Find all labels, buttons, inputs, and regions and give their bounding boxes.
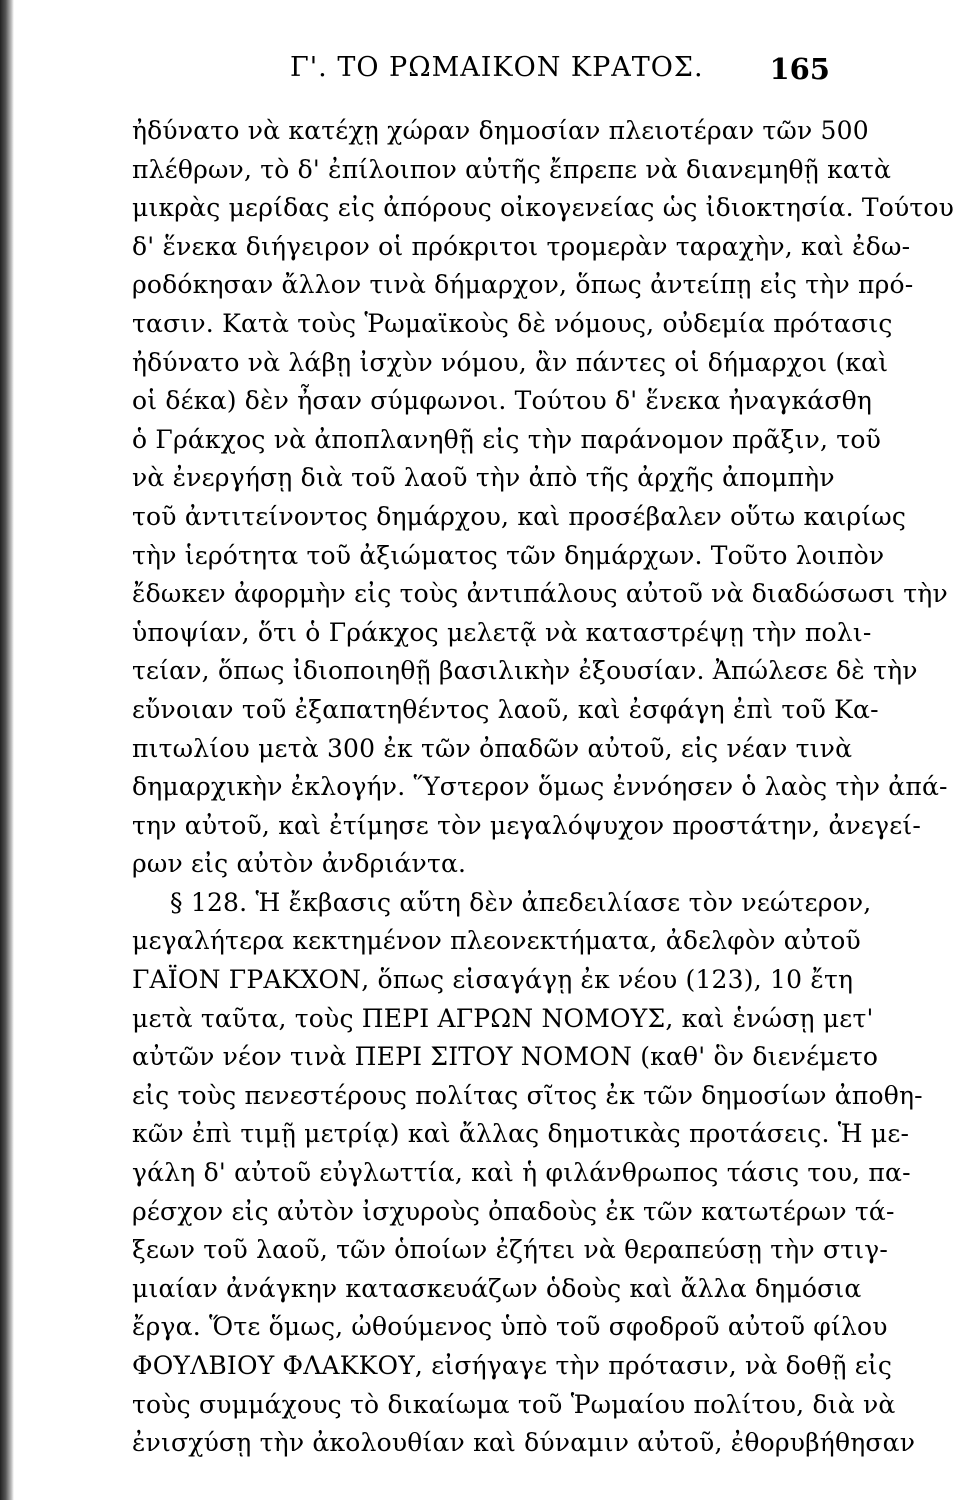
running-title: Γ'. ΤΟ ΡΩΜΑΙΚΟΝ ΚΡΑΤΟΣ. — [290, 52, 704, 83]
text-line: μικρὰς μερίδας εἰς ἀπόρους οἰκογενείας ὡς ἰδιοκτησία. Τούτου — [132, 193, 955, 223]
text-line: τὴν ἱερότητα τοῦ ἀξιώματος τῶν δημάρχων. Τοῦτο λοιπὸν — [132, 540, 885, 570]
text-line: μεγαλήτερα κεκτημένον πλεονεκτήματα, ἀδελφὸν αὐτοῦ — [132, 926, 861, 956]
text-line: νὰ ἐνεργήσῃ διὰ τοῦ λαοῦ τὴν ἀπὸ τῆς ἀρχῆς ἀπομπὴν — [132, 463, 835, 493]
text-line: ΓΑΪΟΝ ΓΡΑΚΧΟΝ, ὅπως εἰσαγάγῃ ἐκ νέου (123), 10 ἔτη — [132, 965, 854, 995]
text-line: αὐτῶν νέον τινὰ ΠΕΡΙ ΣΙΤΟΥ ΝΟΜΟΝ (καθ' ὃν διενέμετο — [132, 1042, 879, 1072]
text-line: ἔργα. Ὅτε ὅμως, ὠθούμενος ὑπὸ τοῦ σφοδροῦ αὐτοῦ φίλου — [132, 1312, 888, 1342]
text-line: εὔνοιαν τοῦ ἐξαπατηθέντος λαοῦ, καὶ ἐσφάγη ἐπὶ τοῦ Κα- — [132, 694, 879, 724]
text-line: τασιν. Κατὰ τοὺς Ῥωμαϊκοὺς δὲ νόμους, οὐδεμία πρότασις — [132, 308, 893, 338]
text-line: την αὐτοῦ, καὶ ἐτίμησε τὸν μεγαλόψυχον προστάτην, ἀνεγεί- — [132, 810, 922, 840]
text-line: τοῦ ἀντιτείνοντος δημάρχου, καὶ προσέβαλεν οὕτω καιρίως — [132, 501, 907, 531]
page-header — [130, 52, 830, 92]
text-line: ΦΟΥΛΒΙΟΥ ΦΛΑΚΚΟΥ, εἰσήγαγε τὴν πρότασιν, νὰ δοθῇ εἰς — [132, 1351, 893, 1380]
page-gutter-shadow — [0, 0, 14, 1500]
body-text — [132, 112, 955, 1463]
text-line: δημαρχικὴν ἐκλογήν. Ὕστερον ὅμως ἐννόησεν ὁ λαὸς τὴν ἀπά- — [132, 772, 948, 802]
text-line: τείαν, ὅπως ἰδιοποιηθῇ βασιλικὴν ἐξουσίαν. Ἀπώλεσε δὲ τὴν — [132, 656, 918, 686]
paragraph-end-line: ρων εἰς αὐτὸν ἀνδριάντα. — [132, 849, 467, 879]
text-line: ρέσχον εἰς αὐτὸν ἰσχυροὺς ὀπαδοὺς ἐκ τῶν κατωτέρων τά- — [132, 1196, 895, 1226]
text-line: ὁ Γράκχος νὰ ἀποπλανηθῇ εἰς τὴν παράνομον πρᾶξιν, τοῦ — [132, 424, 881, 454]
text-line: πιτωλίου μετὰ 300 ἐκ τῶν ὀπαδῶν αὐτοῦ, εἰς νέαν τινὰ — [132, 733, 853, 763]
text-line: γάλη δ' αὐτοῦ εὐγλωττία, καὶ ἡ φιλάνθρωπος τάσις του, πα- — [132, 1158, 911, 1188]
text-line: δ' ἕνεκα διήγειρον οἱ πρόκριτοι τρομερὰν ταραχὴν, καὶ ἐδω- — [132, 231, 911, 261]
text-line: ἐνισχύσῃ τὴν ἀκολουθίαν καὶ δύναμιν αὐτοῦ, ἐθορυβήθησαν — [132, 1428, 916, 1458]
text-line: πλέθρων, τὸ δ' ἐπίλοιπον αὐτῆς ἔπρεπε νὰ διανεμηθῇ κατὰ — [132, 154, 892, 184]
text-line: ὑποψίαν, ὅτι ὁ Γράκχος μελετᾷ νὰ καταστρέψῃ τὴν πολι- — [132, 617, 872, 647]
text-line: μετὰ ταῦτα, τοὺς ΠΕΡΙ ΑΓΡΩΝ ΝΟΜΟΥΣ, καὶ ἑνώσῃ μετ' — [132, 1003, 874, 1033]
text-line: ροδόκησαν ἄλλον τινὰ δήμαρχον, ὅπως ἀντείπῃ εἰς τὴν πρό- — [132, 270, 914, 300]
text-line: μιαίαν ἀνάγκην κατασκευάζων ὁδοὺς καὶ ἄλλα δημόσια — [132, 1273, 862, 1303]
text-line: ἠδύνατο νὰ λάβῃ ἰσχὺν νόμου, ἂν πάντες οἱ δήμαρχοι (καὶ — [132, 347, 889, 377]
text-line: τοὺς συμμάχους τὸ δικαίωμα τοῦ Ῥωμαίου πολίτου, διὰ νὰ — [132, 1389, 896, 1419]
page-number: 165 — [769, 52, 830, 86]
text-line: εἰς τοὺς πενεστέρους πολίτας σῖτος ἐκ τῶν δημοσίων ἀποθη- — [132, 1080, 923, 1110]
text-line: κῶν ἐπὶ τιμῇ μετρίᾳ) καὶ ἄλλας δημοτικὰς προτάσεις. Ἡ με- — [132, 1119, 910, 1149]
section-128-heading-line: § 128. Ἡ ἔκβασις αὕτη δὲν ἀπεδειλίασε τὸν νεώτερον, — [170, 887, 872, 917]
text-line: ἔδωκεν ἀφορμὴν εἰς τοὺς ἀντιπάλους αὐτοῦ νὰ διαδώσωσι τὴν — [132, 579, 948, 609]
text-line: ἠδύνατο νὰ κατέχῃ χώραν δημοσίαν πλειοτέραν τῶν 500 — [132, 116, 869, 145]
text-line: ξεων τοῦ λαοῦ, τῶν ὁποίων ἐζήτει νὰ θεραπεύσῃ τὴν στιγ- — [132, 1235, 889, 1265]
text-line: οἱ δέκα) δὲν ἦσαν σύμφωνοι. Τούτου δ' ἕνεκα ἠναγκάσθη — [132, 386, 873, 416]
